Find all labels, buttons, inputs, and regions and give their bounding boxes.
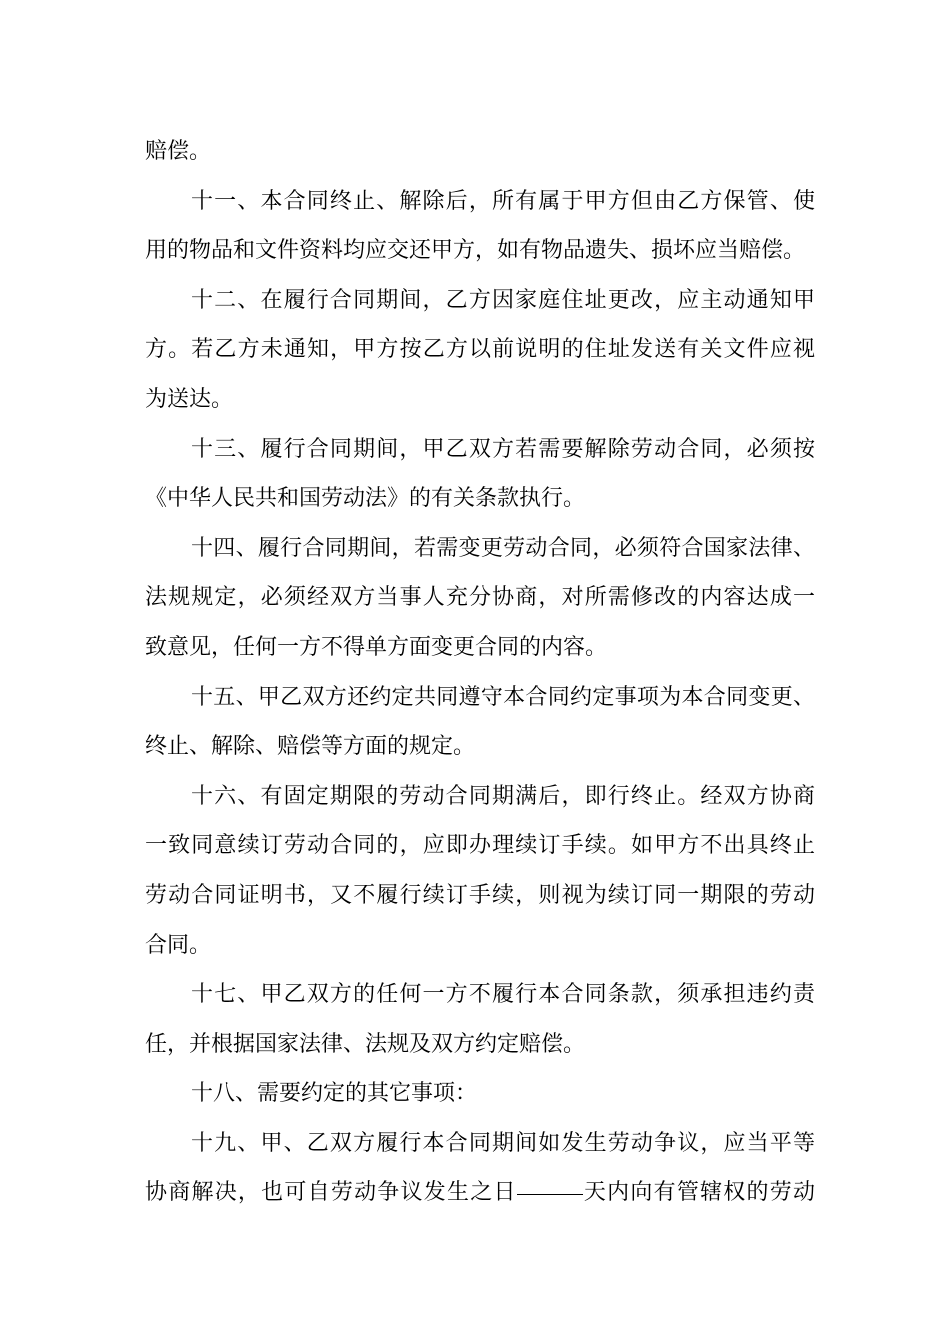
- paragraph-clause-12: [145, 276, 815, 425]
- text-line: 终止、解除、赔偿等方面的规定。: [145, 734, 476, 760]
- text-line: 合同。: [145, 932, 212, 958]
- text-line: 方。若乙方未通知，甲方按乙方以前说明的住址发送有关文件应视: [145, 337, 815, 363]
- text-line: 十九、甲、乙双方履行本合同期间如发生劳动争议，应当平等: [191, 1130, 815, 1156]
- paragraph-continuation: [145, 127, 815, 177]
- text-line: 十六、有固定期限的劳动合同期满后，即行终止。经双方协商: [191, 783, 815, 809]
- text-line: 法规规定，必须经双方当事人充分协商，对所需修改的内容达成一: [145, 585, 815, 611]
- paragraph-clause-11: [145, 177, 815, 276]
- text-line: 为送达。: [145, 386, 234, 412]
- paragraph-clause-15: [145, 673, 815, 772]
- paragraph-clause-13: [145, 425, 815, 524]
- text-line: 一致同意续订劳动合同的，应即办理续订手续。如甲方不出具终止: [145, 833, 815, 859]
- text-line: 十二、在履行合同期间，乙方因家庭住址更改，应主动通知甲: [191, 287, 815, 313]
- paragraph-clause-14: [145, 524, 815, 673]
- text-line: 用的物品和文件资料均应交还甲方，如有物品遗失、损坏应当赔偿。: [145, 238, 806, 264]
- fill-in-blank: [517, 1193, 583, 1195]
- text-line: 十四、履行合同期间，若需变更劳动合同，必须符合国家法律、: [191, 535, 815, 561]
- paragraph-clause-17: [145, 970, 815, 1069]
- document-body: [145, 127, 815, 1218]
- text-line: 任，并根据国家法律、法规及双方约定赔偿。: [145, 1031, 586, 1057]
- paragraph-clause-18: [145, 1069, 815, 1119]
- text-line: 致意见，任何一方不得单方面变更合同的内容。: [145, 634, 608, 660]
- text-line: 十八、需要约定的其它事项：: [191, 1081, 478, 1107]
- text-before-blank: 协商解决，也可自劳动争议发生之日: [145, 1180, 517, 1206]
- text-line: 十三、履行合同期间，甲乙双方若需要解除劳动合同，必须按: [191, 436, 815, 462]
- text-line: 赔偿。: [145, 139, 212, 164]
- paragraph-clause-16: [145, 772, 815, 970]
- paragraph-clause-19: [145, 1119, 815, 1218]
- text-line: 十一、本合同终止、解除后，所有属于甲方但由乙方保管、使: [191, 188, 815, 214]
- text-line: 十五、甲乙双方还约定共同遵守本合同约定事项为本合同变更、: [191, 684, 815, 710]
- text-line-with-blank: [145, 1168, 815, 1218]
- text-line: 劳动合同证明书，又不履行续订手续，则视为续订同一期限的劳动: [145, 882, 815, 908]
- text-line: 《中华人民共和国劳动法》的有关条款执行。: [145, 486, 586, 512]
- text-after-blank: 天内向有管辖权的劳动: [582, 1180, 815, 1206]
- text-line: 十七、甲乙双方的任何一方不履行本合同条款，须承担违约责: [191, 982, 815, 1008]
